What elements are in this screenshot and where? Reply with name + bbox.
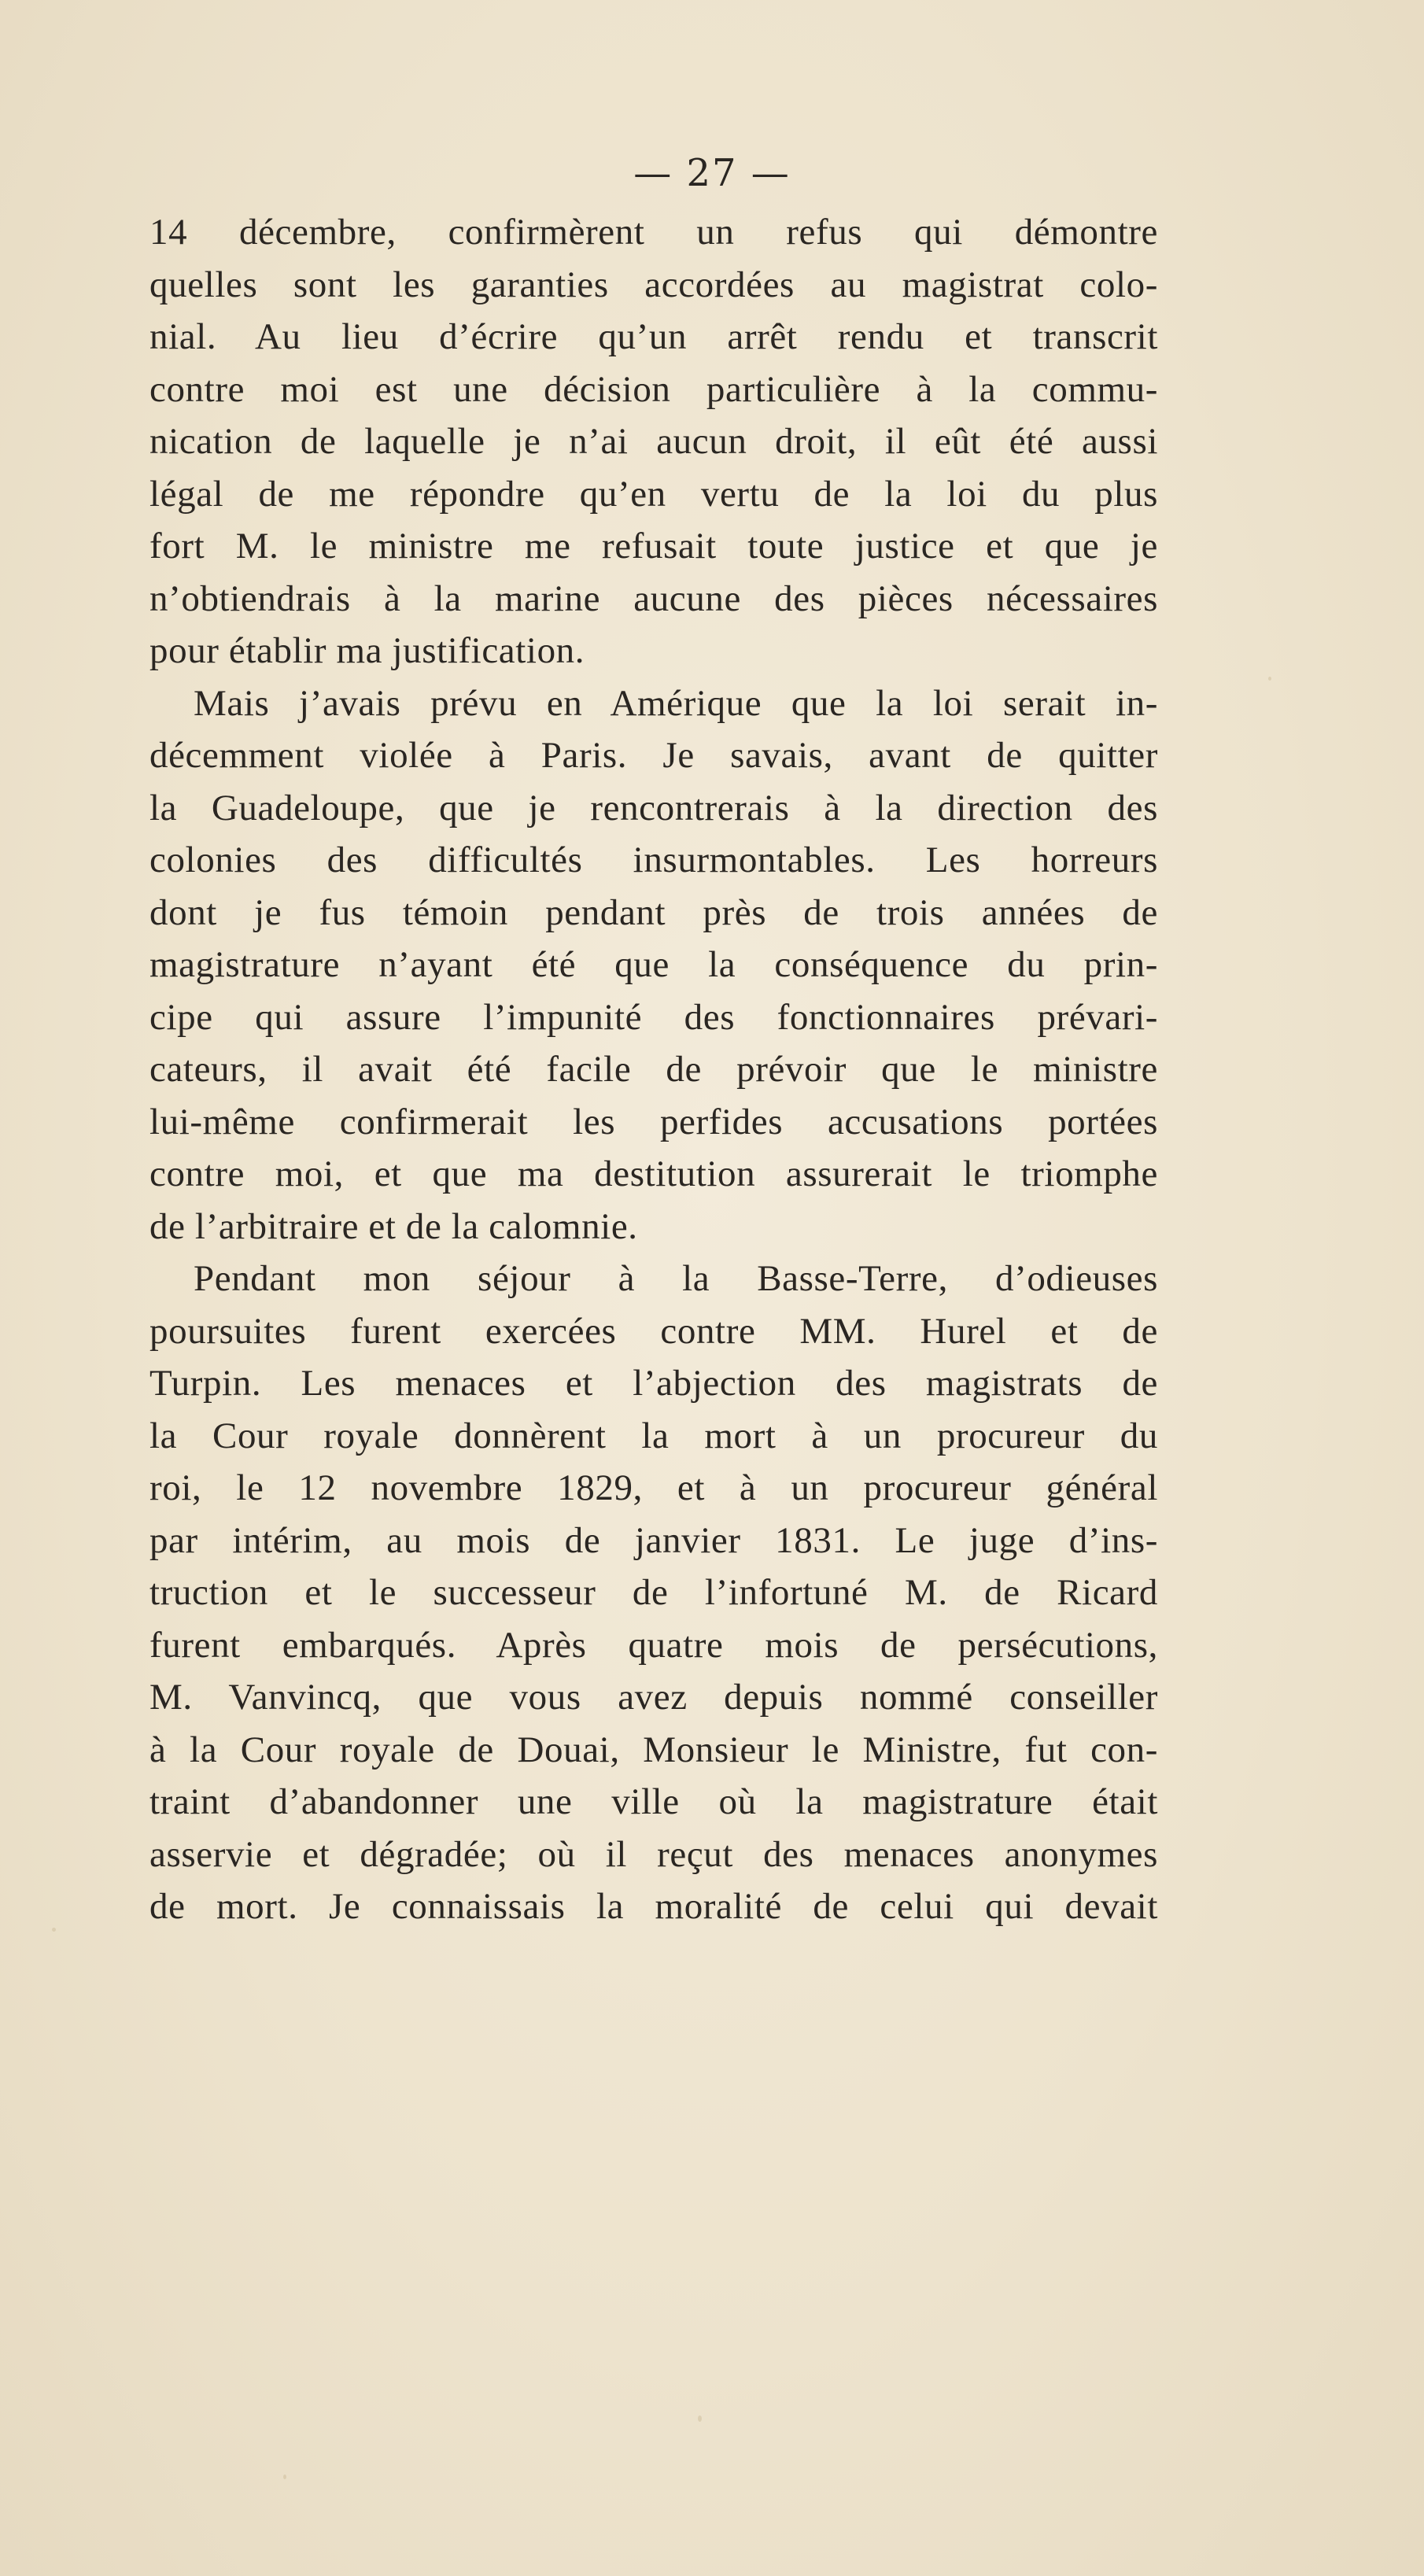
text-line: de mort. Je connaissais la moralité de celui qui devait <box>149 1886 1158 1927</box>
body-text <box>149 206 1158 1933</box>
text-line: n’obtiendrais à la marine aucune des pièces nécessaires <box>149 578 1158 619</box>
text-line: Mais j’avais prévu en Amérique que la loi serait in- <box>194 682 1158 724</box>
text-line: lui-même confirmerait les perfides accusations portées <box>149 1101 1158 1142</box>
text-line: nial. Au lieu d’écrire qu’un arrêt rendu et transcrit <box>149 316 1158 357</box>
text-line: 14 décembre, confirmèrent un refus qui démontre <box>149 212 1158 253</box>
text-line: par intérim, au mois de janvier 1831. Le juge d’ins- <box>149 1519 1158 1561</box>
text-line: à la Cour royale de Douai, Monsieur le Ministre, fut con- <box>149 1729 1158 1770</box>
paper-foxing-spot <box>283 2475 286 2479</box>
text-line: Turpin. Les menaces et l’abjection des magistrats de <box>149 1363 1158 1404</box>
text-line: de l’arbitraire et de la calomnie. <box>149 1205 638 1247</box>
text-line: truction et le successeur de l’infortuné M. de Ricard <box>149 1572 1158 1613</box>
text-line: quelles sont les garanties accordées au magistrat colo- <box>149 264 1158 305</box>
text-line: asservie et dégradée; où il reçut des menaces anonymes <box>149 1833 1158 1875</box>
paper-foxing-spot <box>1268 677 1271 681</box>
text-line: dont je fus témoin pendant près de trois années de <box>149 891 1158 933</box>
text-line: pour établir ma justification. <box>149 630 585 671</box>
text-line: la Cour royale donnèrent la mort à un procureur du <box>149 1415 1158 1456</box>
page-number: — 27 — <box>633 151 791 195</box>
text-line: poursuites furent exercées contre MM. Hurel et de <box>149 1310 1158 1352</box>
text-line: M. Vanvincq, que vous avez depuis nommé conseiller <box>149 1677 1158 1718</box>
text-line: furent embarqués. Après quatre mois de persécutions, <box>149 1624 1158 1666</box>
text-line: contre moi, et que ma destitution assurerait le triomphe <box>149 1153 1158 1194</box>
text-line: fort M. le ministre me refusait toute justice et que je <box>149 526 1158 566</box>
paper-foxing-spot <box>698 2415 702 2422</box>
text-line: la Guadeloupe, que je rencontrerais à la direction des <box>149 787 1158 829</box>
text-line: colonies des difficultés insurmontables. Les horreurs <box>149 840 1158 880</box>
text-line: cateurs, il avait été facile de prévoir que le ministre <box>149 1049 1158 1090</box>
text-line: nication de laquelle je n’ai aucun droit, il eût été aussi <box>149 421 1158 462</box>
text-line: roi, le 12 novembre 1829, et à un procureur général <box>149 1467 1158 1508</box>
text-line: cipe qui assure l’impunité des fonctionnaires prévari- <box>149 996 1158 1038</box>
text-line: traint d’abandonner une ville où la magistrature était <box>149 1781 1158 1822</box>
text-line: Pendant mon séjour à la Basse-Terre, d’odieuses <box>194 1258 1158 1299</box>
text-line: magistrature n’ayant été que la conséquence du prin- <box>149 944 1158 985</box>
text-line: contre moi est une décision particulière à la commu- <box>149 368 1158 410</box>
text-line: décemment violée à Paris. Je savais, avant de quitter <box>149 735 1158 776</box>
text-line: légal de me répondre qu’en vertu de la loi du plus <box>149 473 1158 515</box>
paper-foxing-spot <box>52 1928 56 1932</box>
